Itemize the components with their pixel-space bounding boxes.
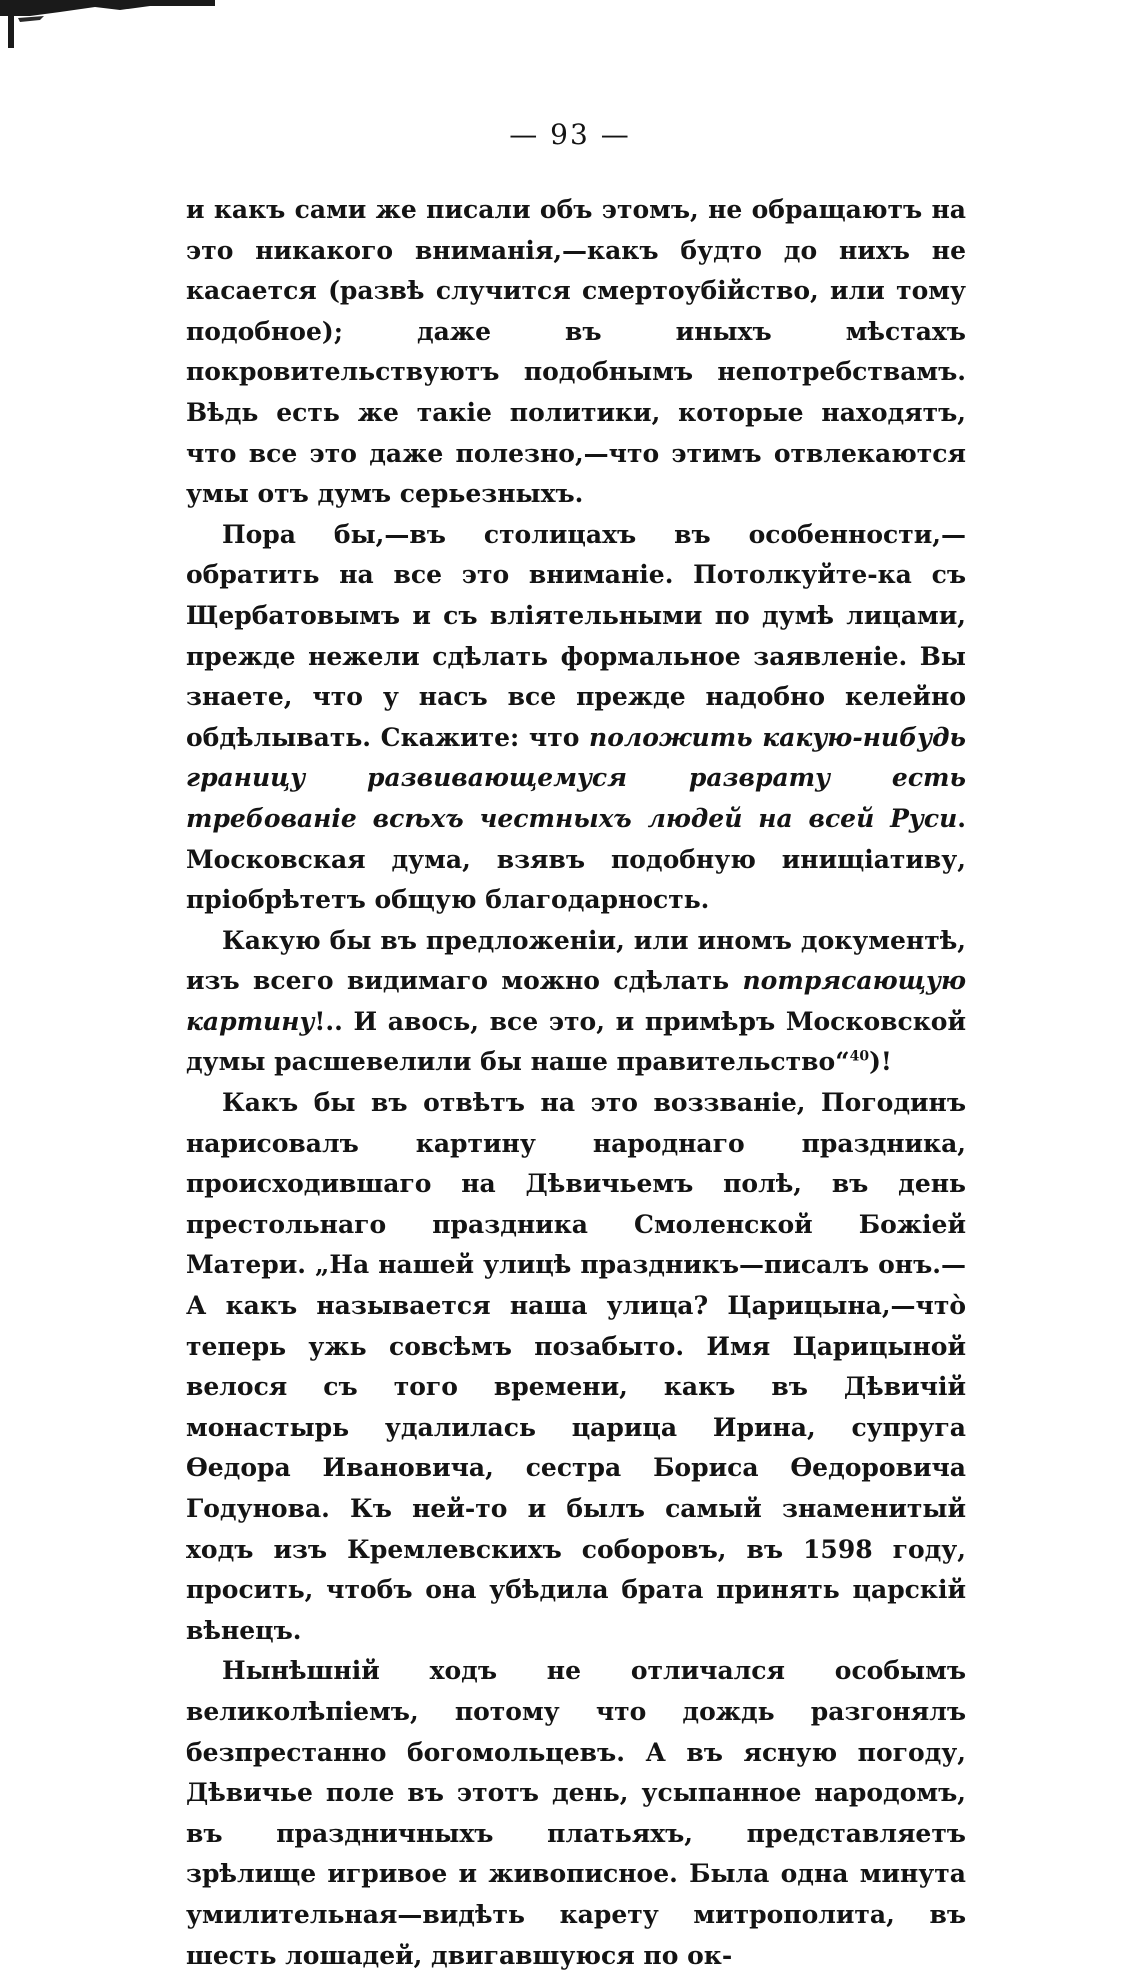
paragraph-2-italic-quote: положить какую-нибудь границу развивающемуся разврату есть требованіе всѣхъ честныхъ людей на всей Руси <box>186 722 966 833</box>
paragraph-5-text: Нынѣшній ходъ не отличался особымъ великолѣпіемъ, потому что дождь разгонялъ безпрестанно богомольцевъ. А въ ясную погоду, Дѣвичье поле въ этотъ день, усыпанное народомъ, въ праздничныхъ платьяхъ, представляетъ зрѣлище игривое и живописное. Была одна минута умилительная—видѣть карету митрополита, въ шесть лошадей, двигавшуюся по ок- <box>186 1656 966 1970</box>
paragraph-5 <box>186 1651 966 1976</box>
paragraph-3 <box>186 921 966 1083</box>
scan-artifact <box>0 0 215 48</box>
paragraph-4-text: Какъ бы въ отвѣтъ на это воззваніе, Погодинъ нарисовалъ картину народнаго праздника, происходившаго на Дѣвичьемъ полѣ, въ день престольнаго праздника Смоленской Божіей Матери. „На нашей улицѣ праздникъ—писалъ онъ.—А какъ называется наша улица? Царицына,—что̀ теперь ужь совсѣмъ позабыто. Имя Царицыной велося съ того времени, какъ въ Дѣвичій монастырь удалилась царица Ирина, супруга Ѳедора Ивановича, сестра Бориса Ѳедоровича Годунова. Къ ней-то и былъ самый знаменитый ходъ изъ Кремлевскихъ соборовъ, въ 1598 году, просить, чтобъ она убѣдила брата принять царскій вѣнецъ. <box>186 1088 966 1645</box>
paragraph-1-text: и какъ сами же писали объ этомъ, не обращаютъ на это никакого вниманія,—какъ будто до нихъ не касается (развѣ случится смертоубійство, или тому подобное); даже въ иныхъ мѣстахъ покровительствуютъ подобнымъ непотребствамъ. Вѣдь есть же такіе политики, которые находятъ, что все это даже полезно,—что этимъ отвлекаются умы отъ думъ серьезныхъ. <box>186 195 966 509</box>
paragraph-3-italic-phrase: потрясающую картину <box>186 966 966 1036</box>
paragraph-3-text-after: !.. И авось, все это, и примѣръ Московской думы расшевелили бы наше правительство“ <box>186 1006 966 1077</box>
page-number: — 93 — <box>509 118 631 151</box>
paragraph-3-tail: )! <box>869 1047 892 1077</box>
paragraph-1 <box>186 190 966 515</box>
paragraph-3-text-before: Какую бы въ предложеніи, или иномъ документѣ, изъ всего видимаго можно сдѣлать <box>186 925 966 996</box>
paragraph-2-text-after: . Московская дума, взявъ подобную инищіативу, пріобрѣтетъ общую благодарность. <box>186 803 966 915</box>
footnote-reference: 40 <box>849 1049 870 1066</box>
page-body <box>186 190 966 1976</box>
paragraph-2 <box>186 515 966 921</box>
paragraph-2-text-before: Пора бы,—въ столицахъ въ особенности,—обратить на все это вниманіе. Потолкуйте-ка съ Щербатовымъ и съ вліятельными по думѣ лицами, прежде нежели сдѣлать формальное заявленіе. Вы знаете, что у насъ все прежде надобно келейно обдѣлывать. Скажите: что <box>186 519 966 752</box>
paragraph-4 <box>186 1083 966 1651</box>
